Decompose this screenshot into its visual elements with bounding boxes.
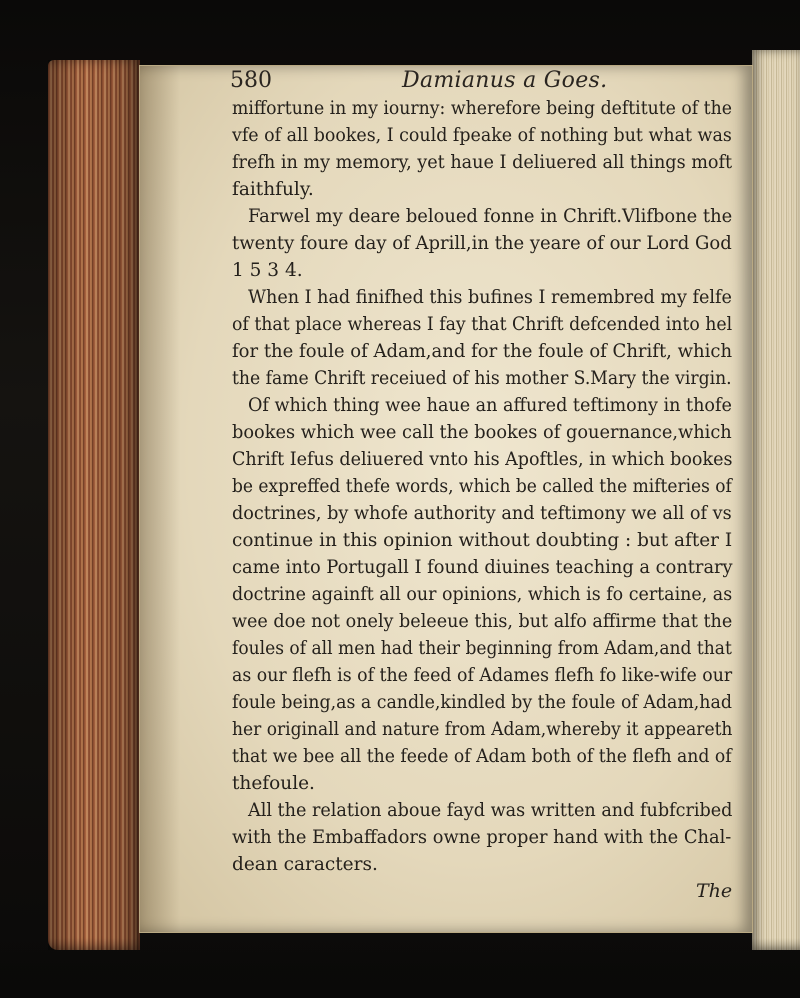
book-page bbox=[140, 66, 752, 932]
text-line: of that place whereas I fay that Chrift defcended into hel bbox=[232, 314, 733, 335]
right-page-edges bbox=[752, 50, 800, 950]
text-line: thefoule. bbox=[232, 773, 315, 794]
running-head bbox=[230, 68, 750, 98]
text-line: be expreffed thefe words, which be called the mifteries of bbox=[232, 476, 732, 497]
text-line: as our flefh is of the feed of Adames flefh fo like-wife our bbox=[232, 665, 733, 686]
text-line: vfe of all bookes, I could fpeake of nothing but what was bbox=[232, 125, 732, 146]
text-line: 1 5 3 4. bbox=[232, 260, 303, 281]
left-page-edges bbox=[48, 60, 140, 950]
text-line: miffortune in my iourny: wherefore being deftitute of the bbox=[232, 98, 732, 119]
text-line: foules of all men had their beginning from Adam,and that bbox=[232, 638, 732, 659]
page-number: 580 bbox=[230, 68, 272, 93]
text-line: came into Portugall I found diuines teaching a contrary bbox=[232, 557, 733, 578]
text-line: All the relation aboue fayd was written and fubfcribed bbox=[248, 800, 733, 821]
text-line: that we bee all the feede of Adam both of the flefh and of bbox=[232, 746, 732, 767]
text-line: dean caracters. bbox=[232, 854, 378, 875]
text-line: doctrines, by whofe authority and teftimony we all of vs bbox=[232, 503, 732, 524]
text-line: faithfuly. bbox=[232, 179, 314, 200]
text-line: bookes which wee call the bookes of gouernance,which bbox=[232, 422, 732, 443]
text-line: twenty foure day of Aprill,in the yeare of our Lord God bbox=[232, 233, 732, 254]
text-line: the fame Chrift receiued of his mother S.Mary the virgin. bbox=[232, 368, 732, 389]
text-line: for the foule of Adam,and for the foule of Chrift, which bbox=[232, 341, 733, 362]
text-line: wee doe not onely beleeue this, but alfo affirme that the bbox=[232, 611, 733, 632]
text-line: foule being,as a candle,kindled by the foule of Adam,had bbox=[232, 692, 732, 713]
text-line: doctrine againft all our opinions, which is fo certaine, as bbox=[232, 584, 733, 605]
text-line: with the Embaffadors owne proper hand with the Chal- bbox=[232, 827, 732, 848]
running-title: Damianus a Goes. bbox=[402, 68, 608, 93]
text-line: continue in this opinion without doubting : but after I bbox=[232, 530, 733, 551]
text-line: When I had finifhed this bufines I remembred my felfe bbox=[248, 287, 732, 308]
text-line: Chrift Iefus deliuered vnto his Apoftles, in which bookes bbox=[232, 449, 733, 470]
catchword: The bbox=[696, 880, 733, 902]
text-line: Farwel my deare beloued fonne in Chrift.Vlifbone the bbox=[248, 206, 733, 227]
bottom-shadow bbox=[0, 938, 800, 998]
text-line: Of which thing wee haue an affured teftimony in thofe bbox=[248, 395, 732, 416]
text-line: her originall and nature from Adam,whereby it appeareth bbox=[232, 719, 733, 740]
text-line: frefh in my memory, yet haue I deliuered all things moft bbox=[232, 152, 733, 173]
